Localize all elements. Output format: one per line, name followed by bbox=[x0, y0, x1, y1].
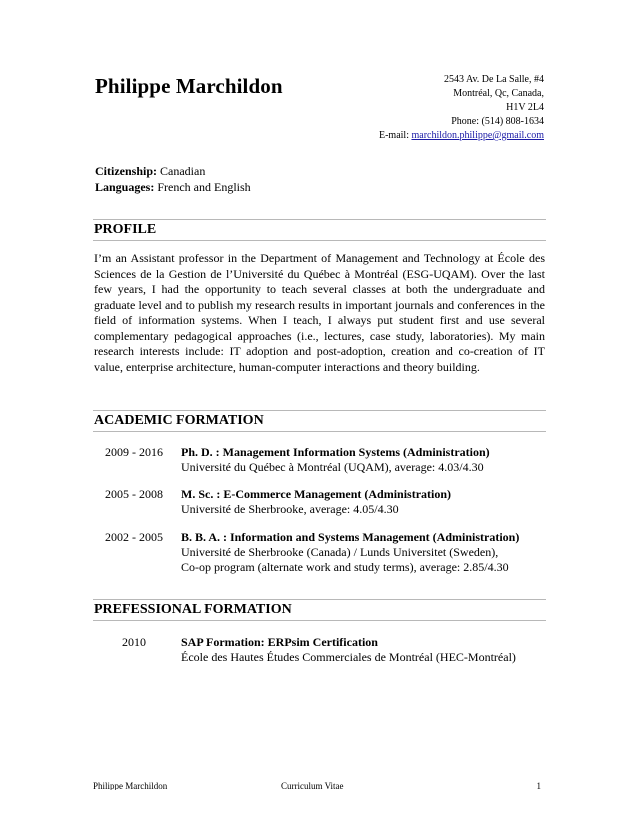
entry-years: 2009 - 2016 bbox=[105, 445, 163, 459]
professional-heading: PREFESSIONAL FORMATION bbox=[93, 599, 546, 621]
citizenship-label: Citizenship: bbox=[95, 164, 158, 178]
address-line-3: H1V 2L4 bbox=[506, 102, 544, 113]
address-line-2: Montréal, Qc, Canada, bbox=[453, 88, 544, 99]
phone-number: Phone: (514) 808-1634 bbox=[451, 116, 544, 127]
entry-years: 2002 - 2005 bbox=[105, 530, 163, 544]
page-footer bbox=[93, 778, 545, 790]
email-label: E-mail: bbox=[378, 130, 412, 141]
entry-body bbox=[181, 445, 551, 475]
contact-block bbox=[284, 73, 544, 143]
profile-heading: PROFILE bbox=[93, 219, 546, 241]
entry-detail: École des Hautes Études Commerciales de Montréal (HEC-Montréal) bbox=[181, 650, 516, 664]
address-line-1: 2543 Av. De La Salle, #4 bbox=[444, 74, 544, 85]
languages-value: French and English bbox=[154, 180, 251, 194]
entry-title: SAP Formation: ERPsim Certification bbox=[181, 635, 378, 649]
entry-title: B. B. A. : Information and Systems Management (Administration) bbox=[181, 530, 520, 544]
email-line bbox=[284, 129, 544, 143]
candidate-name: Philippe Marchildon bbox=[95, 74, 283, 98]
citizenship-row bbox=[95, 163, 251, 179]
profile-text: I’m an Assistant professor in the Department of Management and Technology at École des Sciences de la Gestion de l’Université du Québec à Montréal (ESG-UQAM). Over the last few years, I had the opportunity to teach several classes at both the undergraduate and graduate level and to publish my research results in important journals and conferences in the field of information systems. When I teach, I always put student first and use several complementary pedagogical approaches (i.e., lectures, case study, laboratories). My main research interests include: IT adoption and post-adoption, creation and co-creation of IT value, enterprise architecture, human-computer interactions and theory building. bbox=[94, 251, 545, 374]
entry-years: 2005 - 2008 bbox=[105, 487, 163, 501]
citizenship-value: Canadian bbox=[157, 164, 206, 178]
footer-title: Curriculum Vitae bbox=[281, 781, 344, 790]
entry-title: Ph. D. : Management Information Systems (Administration) bbox=[181, 445, 490, 459]
academic-heading: ACADEMIC FORMATION bbox=[93, 410, 546, 432]
footer-name: Philippe Marchildon bbox=[93, 781, 168, 790]
languages-label: Languages: bbox=[95, 180, 155, 194]
entry-detail-2: Co-op program (alternate work and study terms), average: 2.85/4.30 bbox=[181, 560, 509, 574]
entry-body bbox=[181, 530, 551, 575]
languages-row bbox=[95, 179, 251, 195]
entry-years: 2010 bbox=[122, 635, 146, 649]
entry-detail: Université de Sherbrooke (Canada) / Lunds Universitet (Sweden), bbox=[181, 545, 499, 559]
personal-info bbox=[95, 163, 251, 195]
entry-title: M. Sc. : E-Commerce Management (Administration) bbox=[181, 487, 452, 501]
entry-detail: Université du Québec à Montréal (UQAM), average: 4.03/4.30 bbox=[181, 460, 484, 474]
entry-body bbox=[181, 487, 551, 517]
email-link[interactable]: marchildon.philippe@gmail.com bbox=[411, 130, 544, 141]
page-number: 1 bbox=[536, 781, 541, 790]
entry-detail: Université de Sherbrooke, average: 4.05/4.30 bbox=[181, 502, 399, 516]
entry-body bbox=[181, 635, 551, 665]
